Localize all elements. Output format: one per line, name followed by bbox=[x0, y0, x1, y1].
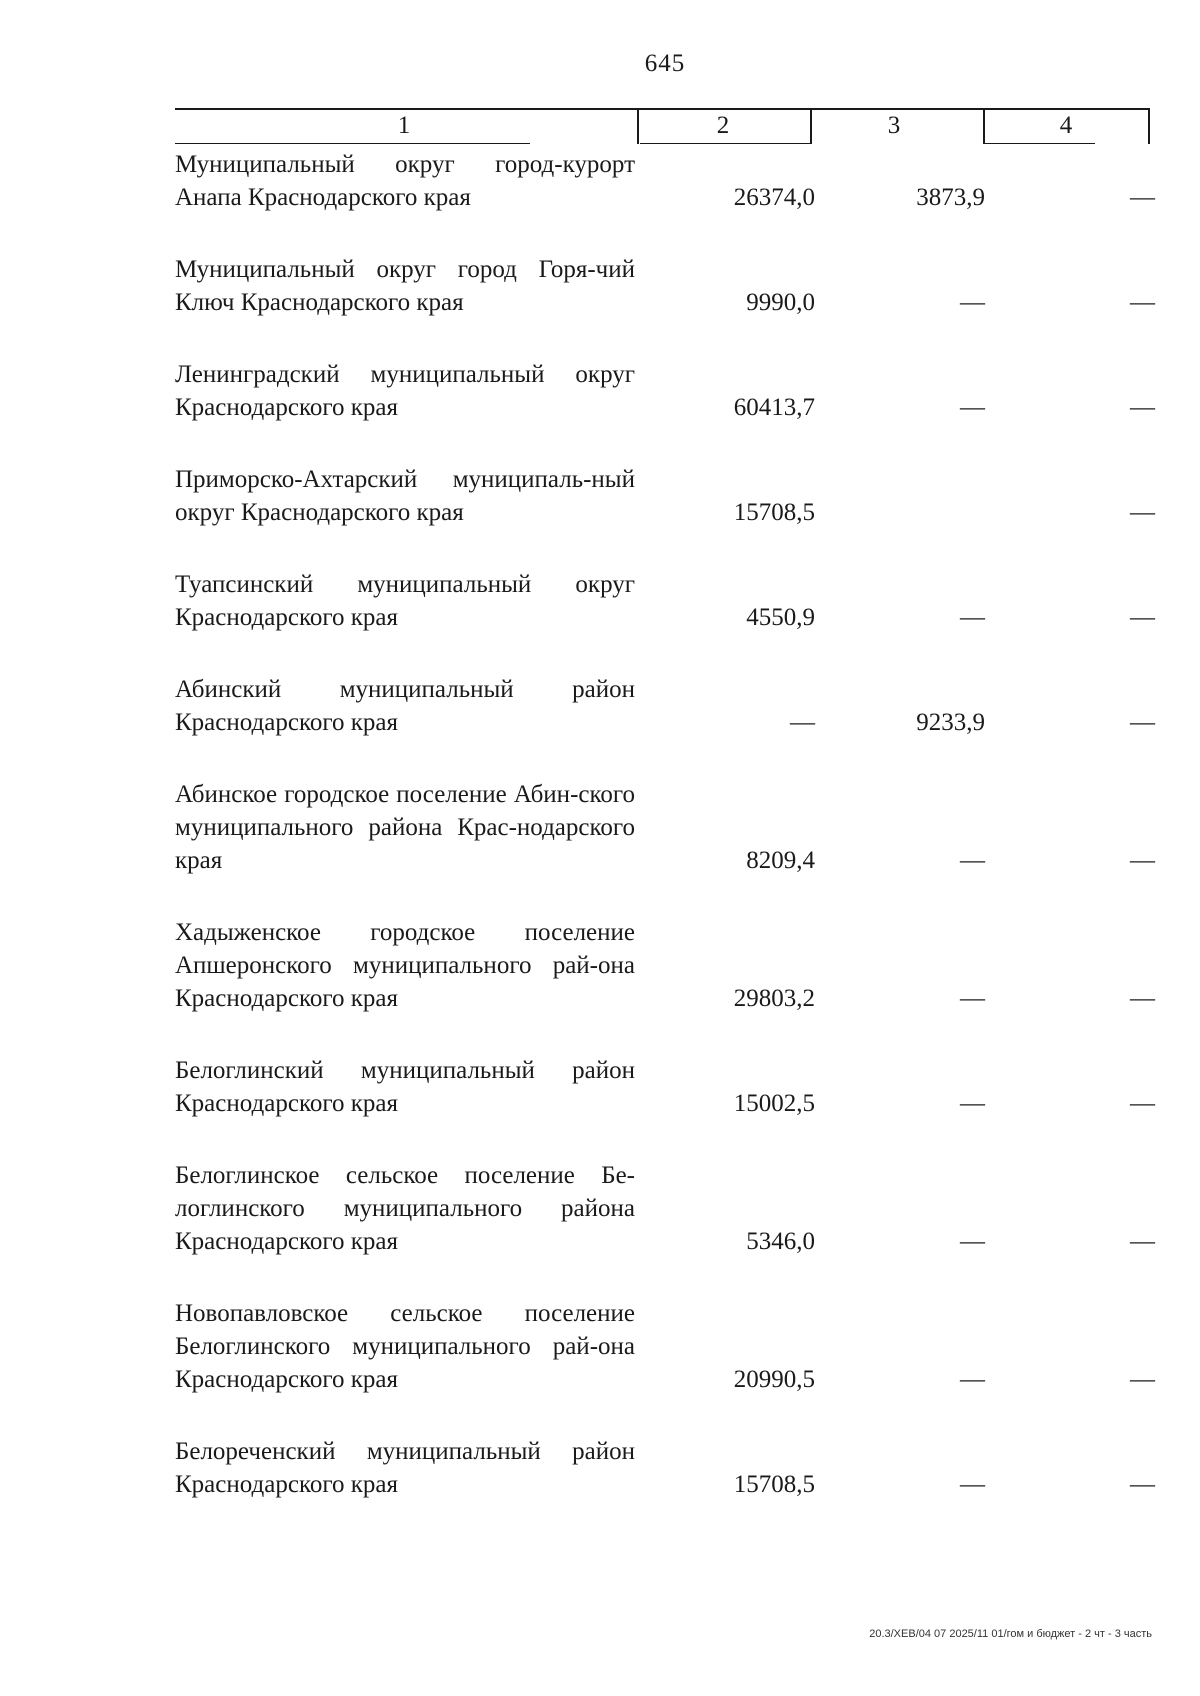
column-divider-4 bbox=[1148, 110, 1150, 144]
row-value-col4: — bbox=[1130, 709, 1155, 736]
row-name: Хадыженское городское поселение Апшеронского муниципального рай-она Краснодарского края bbox=[175, 919, 635, 1012]
header-bottom-rule-3 bbox=[985, 143, 1095, 144]
row-value-col4: — bbox=[1130, 985, 1155, 1012]
row-name: Туапсинский муниципальный округ Краснодарского края bbox=[175, 571, 635, 631]
row-value-col3: — bbox=[960, 1228, 985, 1255]
row-value-col3: — bbox=[960, 1471, 985, 1498]
row-value-col3: — bbox=[960, 394, 985, 421]
header-bottom-rule-2 bbox=[640, 143, 810, 144]
row-value-col4: — bbox=[1130, 1090, 1155, 1117]
header-bottom-rule-1 bbox=[175, 143, 530, 144]
row-value-col2: 15002,5 bbox=[733, 1090, 815, 1117]
row-value-col4: — bbox=[1130, 289, 1155, 316]
footer-document-code: 20.3/ХЕВ/04 07 2025/11 01/гом и бюджет - 2 чт - 3 часть bbox=[869, 1628, 1152, 1640]
row-name: Белоглинский муниципальный район Краснодарского края bbox=[175, 1057, 635, 1117]
column-header-1: 1 bbox=[397, 112, 411, 139]
row-name: Муниципальный округ город-курорт Анапа Краснодарского края bbox=[175, 151, 635, 211]
row-name: Абинский муниципальный район Краснодарского края bbox=[175, 676, 635, 736]
row-value-col2: 60413,7 bbox=[733, 394, 815, 421]
column-divider-1 bbox=[637, 110, 639, 144]
row-name: Ленинградский муниципальный округ Краснодарского края bbox=[175, 361, 635, 421]
row-value-col2: 4550,9 bbox=[746, 604, 815, 631]
row-value-col4: — bbox=[1130, 604, 1155, 631]
row-value-col3: — bbox=[960, 1090, 985, 1117]
row-value-col4: — bbox=[1130, 394, 1155, 421]
column-divider-2 bbox=[810, 110, 812, 144]
row-value-col3: — bbox=[960, 985, 985, 1012]
row-value-col3: 9233,9 bbox=[916, 709, 985, 736]
row-value-col2: 9990,0 bbox=[746, 289, 815, 316]
row-value-col2: 29803,2 bbox=[733, 985, 815, 1012]
row-value-col2: — bbox=[790, 709, 815, 736]
column-divider-3 bbox=[983, 110, 985, 144]
row-value-col2: 5346,0 bbox=[746, 1228, 815, 1255]
row-value-col4: — bbox=[1130, 847, 1155, 874]
row-value-col2: 20990,5 bbox=[733, 1366, 815, 1393]
row-name: Белоглинское сельское поселение Бе-логлинского муниципального района Краснодарского края bbox=[175, 1162, 635, 1255]
row-value-col3: — bbox=[960, 1366, 985, 1393]
row-value-col2: 8209,4 bbox=[746, 847, 815, 874]
page-number: 645 bbox=[644, 50, 686, 77]
row-value-col3: — bbox=[960, 289, 985, 316]
row-name: Белореченский муниципальный район Краснодарского края bbox=[175, 1438, 635, 1498]
row-value-col4: — bbox=[1130, 1366, 1155, 1393]
row-name: Абинское городское поселение Абин-ского муниципального района Крас-нодарского края bbox=[175, 781, 635, 874]
row-name: Муниципальный округ город Горя-чий Ключ Краснодарского края bbox=[175, 256, 635, 316]
header-top-rule bbox=[175, 108, 1150, 110]
row-value-col3: — bbox=[960, 604, 985, 631]
row-value-col2: 15708,5 bbox=[733, 499, 815, 526]
row-value-col3: 3873,9 bbox=[916, 184, 985, 211]
row-name: Новопавловское сельское поселение Белоглинского муниципального рай-она Краснодарского края bbox=[175, 1300, 635, 1393]
row-value-col2: 26374,0 bbox=[733, 184, 815, 211]
row-value-col4: — bbox=[1130, 184, 1155, 211]
row-name: Приморско-Ахтарский муниципаль-ный округ Краснодарского края bbox=[175, 466, 635, 526]
row-value-col2: 15708,5 bbox=[733, 1471, 815, 1498]
row-value-col4: — bbox=[1130, 1471, 1155, 1498]
row-value-col3: — bbox=[960, 847, 985, 874]
column-header-3: 3 bbox=[887, 112, 901, 139]
row-value-col4: — bbox=[1130, 1228, 1155, 1255]
column-header-2: 2 bbox=[716, 112, 730, 139]
column-header-4: 4 bbox=[1059, 112, 1073, 139]
row-value-col4: — bbox=[1130, 499, 1155, 526]
